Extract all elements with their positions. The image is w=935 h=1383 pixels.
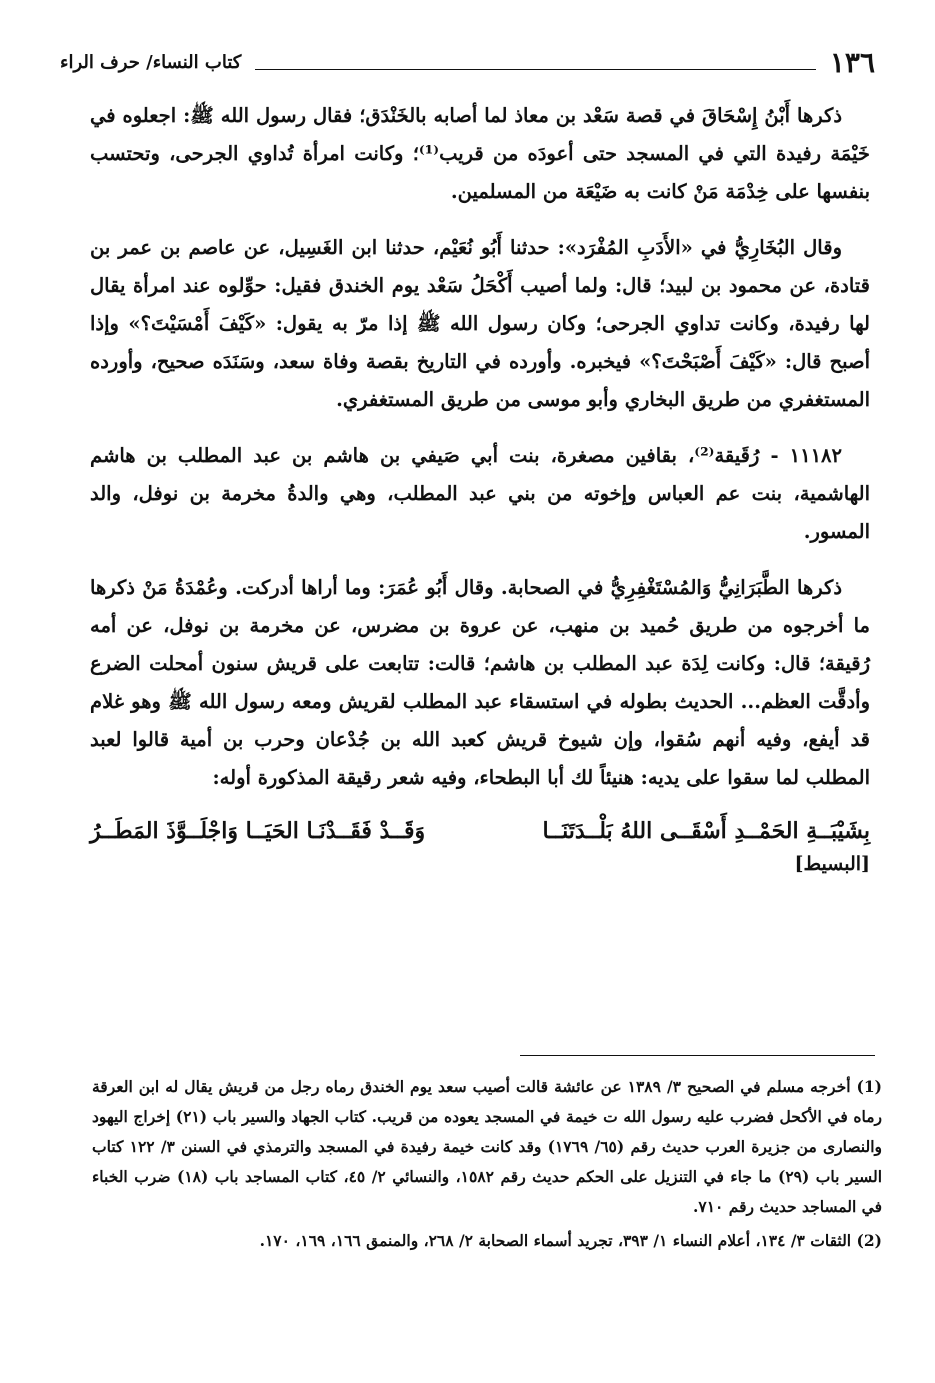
entry-ruqayqa: ١١١٨٢ - رُقَيقة⁽²⁾، بقافين مصغرة، بنت أبي صَيفي بن هاشم بن عبد المطلب بن هاشم الهاشمية، بنت عم العباس وإخوته من بني عبد المطلب، وهي والدةُ مخرمة بن نوفل، والد المسور. — [90, 444, 870, 543]
footnote-2: (2) الثقات ٣/ ١٣٤، أعلام النساء ١/ ٣٩٣، تجريد أسماء الصحابة ٢/ ٢٦٨، والمنمق ١٦٦، ١٦٩، ١٧٠. — [259, 1231, 882, 1250]
header-rule — [255, 69, 816, 70]
page-header — [60, 42, 875, 82]
paragraph-rufayda-ibn-ishaq: ذكرها أَبْنُ إِسْحَاقَ في قصة سَعْد بن معاذ لما أصابه بالخَنْدَق؛ فقال رسول الله ﷺ: اجعلوه في خَيْمَة رفيدة التي في المسجد حتى أعودَه من قريب⁽¹⁾؛ وكانت امرأة تُداوي الجرحى، وتحتسب بنفسها على خِدْمَة مَنْ كانت به ضَيْعَة من المسلمين. — [90, 104, 870, 203]
page-number: ١٣٦ — [829, 45, 875, 79]
verse-first-hemistich: بِشَيْبَــةِ الحَمْــدِ أَسْقَــى اللهُ بَلْــدَتَنَــا — [542, 818, 870, 844]
poem-meter: [البسيط] — [794, 853, 870, 875]
main-text — [90, 97, 870, 883]
running-title: كتاب النساء/ حرف الراء — [60, 51, 242, 73]
paragraph-rufayda-bukhari: وقال البُخَارِيُّ في «الأَدَبِ المُفْرَد»: حدثنا أَبُو نُعَيْم، حدثنا ابن الغَسِيل، عن عاصم بن عمر بن قتادة، عن محمود بن لبيد؛ قال: ولما أصيب أَكْحَلُ سَعْد يوم الخندق فقيل: حوِّلوه عند امرأة يقال لها رفيدة، وكانت تداوي الجرحى؛ وكان رسول الله ﷺ إذا مرّ به يقول: «كَيْفَ أَمْسَيْتَ؟» وإذا أصبح قال: «كَيْفَ أَصْبَحْتَ؟» فيخبره. وأورده في التاريخ بقصة وفاة سعد، وسَنَدَه صحيح، وأورده المستغفري من طريق البخاري وأبو موسى من طريق المستغفري. — [90, 236, 870, 411]
verse-second-hemistich: وَقَــدْ فَقَــدْنَـا الحَيَــا وَاجْلَــوَّذَ المَطَــرُ — [90, 818, 426, 844]
footnotes — [92, 1072, 882, 1260]
footnote-1: (1) أخرجه مسلم في الصحيح ٣/ ١٣٨٩ عن عائشة قالت أصيب سعد يوم الخندق رماه رجل من قريش يقال له ابن العرقة رماه في الأكحل فضرب عليه رسول الله ت خيمة في المسجد يعوده من قريب. كتاب الجهاد والسير باب (٢١) إخراج اليهود والنصارى من جزيرة العرب حديث رقم (٦٥/ ١٧٦٩) وقد كانت خيمة رفيدة في المسجد والترمذي في السنن ٣/ ١٢٢ كتاب السير باب (٢٩) ما جاء في التنزيل على الحكم حديث رقم ١٥٨٢، والنسائي ٢/ ٤٥، كتاب المساجد باب (١٨) ضرب الخباء في المساجد حديث رقم ٧١٠. — [92, 1077, 883, 1216]
paragraph-ruqayqa-sources: ذكرها الطَّبَرَانِيُّ وَالمُسْتَغْفِرِيُّ في الصحابة. وقال أَبُو عُمَرَ: وما أراها أدركت. وعُمْدَةُ مَنْ ذكرها ما أخرجوه من طريق حُميد بن منهب، عن عروة بن مضرس، عن مخرمة بن نوفل، عن أمه رُقيقة؛ قال: وكانت لِدَة عبد المطلب بن هاشم؛ قالت: تتابعت على قريش سنون أمحلت الضرع وأدقَّت العظم... الحديث بطوله في استسقاء عبد المطلب لقريش ومعه رسول الله ﷺ وهو غلام قد أيفع، وفيه أنهم سُقوا، وإن شيوخ قريش كعبد الله بن جُدْعان وحرب بن أمية قالوا لعبد المطلب لما سقوا على يديه: هنيئاً لك أبا البطحاء، وفيه شعر رقيقة المذكورة أوله: — [90, 576, 870, 789]
footnote-rule — [520, 1055, 875, 1056]
